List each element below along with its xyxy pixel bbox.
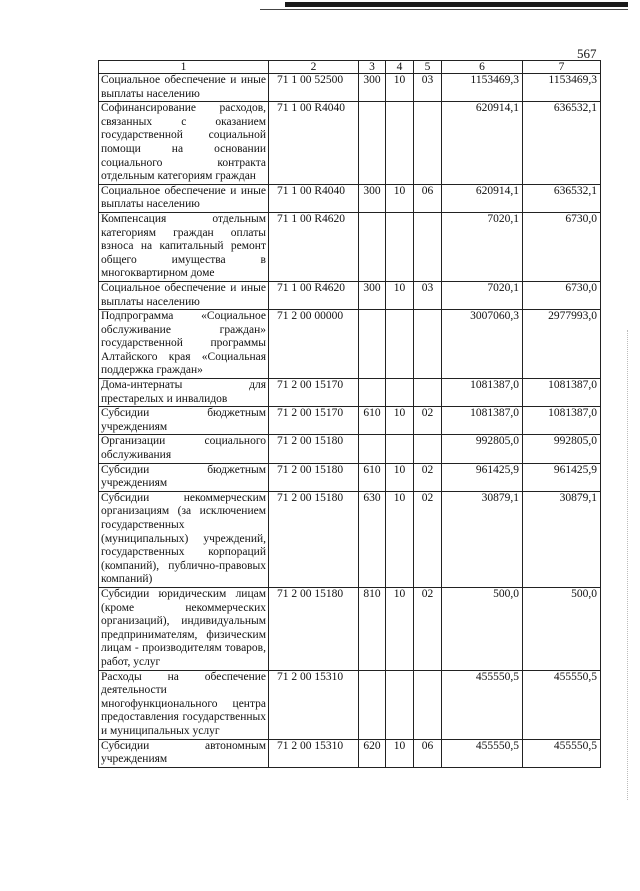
row-code-cell: 71 2 00 15180 bbox=[269, 587, 359, 670]
row-value7-cell: 6730,0 bbox=[523, 281, 601, 309]
row-col4-cell bbox=[386, 435, 414, 463]
table-row bbox=[99, 212, 601, 281]
header-col-6: 6 bbox=[442, 61, 523, 74]
row-name-cell: Субсидии бюджетным учреждениям bbox=[99, 463, 269, 491]
row-name-cell: Расходы на обеспечение деятельности многофункционального центра предоставления государственных и муниципальных услуг bbox=[99, 670, 269, 739]
row-col3-cell bbox=[359, 310, 386, 379]
table-row bbox=[99, 310, 601, 379]
row-value7-cell: 992805,0 bbox=[523, 435, 601, 463]
table-row bbox=[99, 74, 601, 102]
row-name-cell: Социальное обеспечение и иные выплаты населению bbox=[99, 74, 269, 102]
table-header-row bbox=[99, 61, 601, 74]
row-col3-cell bbox=[359, 102, 386, 185]
row-value6-cell: 30879,1 bbox=[442, 491, 523, 587]
row-value6-cell: 620914,1 bbox=[442, 102, 523, 185]
row-code-cell: 71 1 00 R4620 bbox=[269, 212, 359, 281]
header-col-1: 1 bbox=[99, 61, 269, 74]
row-col3-cell: 300 bbox=[359, 184, 386, 212]
row-col4-cell: 10 bbox=[386, 74, 414, 102]
table-row bbox=[99, 739, 601, 767]
row-col4-cell bbox=[386, 212, 414, 281]
row-code-cell: 71 1 00 R4620 bbox=[269, 281, 359, 309]
row-name-cell: Субсидии некоммерческим организациям (за исключением государственных (муниципальных) учреждений, государственных корпораций (компаний), публично-правовых компаний) bbox=[99, 491, 269, 587]
margin-scan-artifact bbox=[627, 330, 629, 800]
row-code-cell: 71 2 00 00000 bbox=[269, 310, 359, 379]
row-value7-cell: 455550,5 bbox=[523, 739, 601, 767]
row-col4-cell bbox=[386, 670, 414, 739]
row-col3-cell: 610 bbox=[359, 463, 386, 491]
row-col5-cell bbox=[414, 102, 442, 185]
row-value6-cell: 455550,5 bbox=[442, 670, 523, 739]
table-row bbox=[99, 184, 601, 212]
row-col3-cell bbox=[359, 435, 386, 463]
row-col4-cell bbox=[386, 310, 414, 379]
row-value7-cell: 500,0 bbox=[523, 587, 601, 670]
row-name-cell: Компенсация отдельным категориям граждан оплаты взноса на капитальный ремонт общего имущества в многоквартирном доме bbox=[99, 212, 269, 281]
row-col3-cell: 620 bbox=[359, 739, 386, 767]
table-row bbox=[99, 435, 601, 463]
row-col3-cell bbox=[359, 379, 386, 407]
row-value6-cell: 455550,5 bbox=[442, 739, 523, 767]
row-col5-cell: 03 bbox=[414, 281, 442, 309]
page-number: 567 bbox=[577, 46, 597, 61]
row-col4-cell: 10 bbox=[386, 491, 414, 587]
top-border-line bbox=[285, 2, 628, 7]
row-col5-cell: 03 bbox=[414, 74, 442, 102]
top-thin-line bbox=[260, 9, 628, 10]
row-code-cell: 71 2 00 15180 bbox=[269, 491, 359, 587]
row-value7-cell: 1081387,0 bbox=[523, 407, 601, 435]
table-row bbox=[99, 407, 601, 435]
row-col3-cell bbox=[359, 212, 386, 281]
row-value7-cell: 636532,1 bbox=[523, 102, 601, 185]
row-name-cell: Организации социального обслуживания bbox=[99, 435, 269, 463]
header-col-7: 7 bbox=[523, 61, 601, 74]
row-value7-cell: 1081387,0 bbox=[523, 379, 601, 407]
row-col4-cell bbox=[386, 102, 414, 185]
row-code-cell: 71 2 00 15180 bbox=[269, 463, 359, 491]
row-col4-cell: 10 bbox=[386, 463, 414, 491]
row-code-cell: 71 1 00 R4040 bbox=[269, 184, 359, 212]
row-col5-cell: 02 bbox=[414, 491, 442, 587]
header-col-3: 3 bbox=[359, 61, 386, 74]
row-col3-cell: 610 bbox=[359, 407, 386, 435]
row-value7-cell: 636532,1 bbox=[523, 184, 601, 212]
row-value6-cell: 7020,1 bbox=[442, 281, 523, 309]
row-col3-cell: 300 bbox=[359, 74, 386, 102]
row-name-cell: Софинансирование расходов, связанных с оказанием государственной социальной помощи на основании социального контракта отдельным категориям граждан bbox=[99, 102, 269, 185]
row-col3-cell: 810 bbox=[359, 587, 386, 670]
table-row bbox=[99, 281, 601, 309]
row-code-cell: 71 2 00 15180 bbox=[269, 435, 359, 463]
table-row bbox=[99, 379, 601, 407]
table-row bbox=[99, 102, 601, 185]
row-code-cell: 71 2 00 15170 bbox=[269, 407, 359, 435]
row-col4-cell: 10 bbox=[386, 184, 414, 212]
row-value6-cell: 1153469,3 bbox=[442, 74, 523, 102]
header-col-2: 2 bbox=[269, 61, 359, 74]
row-value7-cell: 1153469,3 bbox=[523, 74, 601, 102]
row-col4-cell: 10 bbox=[386, 281, 414, 309]
row-value6-cell: 3007060,3 bbox=[442, 310, 523, 379]
row-name-cell: Подпрограмма «Социальное обслуживание граждан» государственной программы Алтайского края «Социальная поддержка граждан» bbox=[99, 310, 269, 379]
row-col4-cell: 10 bbox=[386, 587, 414, 670]
row-name-cell: Социальное обеспечение и иные выплаты населению bbox=[99, 281, 269, 309]
row-name-cell: Дома-интернаты для престарелых и инвалидов bbox=[99, 379, 269, 407]
row-col3-cell: 300 bbox=[359, 281, 386, 309]
row-col4-cell: 10 bbox=[386, 407, 414, 435]
row-name-cell: Субсидии бюджетным учреждениям bbox=[99, 407, 269, 435]
row-value6-cell: 1081387,0 bbox=[442, 379, 523, 407]
header-col-5: 5 bbox=[414, 61, 442, 74]
row-name-cell: Субсидии автономным учреждениям bbox=[99, 739, 269, 767]
row-name-cell: Субсидии юридическим лицам (кроме некоммерческих организаций), индивидуальным предпринимателям, физическим лицам - производителям товаров, работ, услуг bbox=[99, 587, 269, 670]
row-col5-cell: 06 bbox=[414, 739, 442, 767]
row-col5-cell bbox=[414, 670, 442, 739]
row-col5-cell: 02 bbox=[414, 407, 442, 435]
row-value7-cell: 6730,0 bbox=[523, 212, 601, 281]
row-col5-cell: 02 bbox=[414, 587, 442, 670]
row-code-cell: 71 2 00 15310 bbox=[269, 670, 359, 739]
row-col3-cell: 630 bbox=[359, 491, 386, 587]
row-value6-cell: 1081387,0 bbox=[442, 407, 523, 435]
table-row bbox=[99, 491, 601, 587]
row-value6-cell: 992805,0 bbox=[442, 435, 523, 463]
row-code-cell: 71 1 00 52500 bbox=[269, 74, 359, 102]
row-value6-cell: 620914,1 bbox=[442, 184, 523, 212]
row-value6-cell: 7020,1 bbox=[442, 212, 523, 281]
table-row bbox=[99, 587, 601, 670]
row-col5-cell bbox=[414, 212, 442, 281]
row-value6-cell: 500,0 bbox=[442, 587, 523, 670]
row-col5-cell bbox=[414, 379, 442, 407]
row-value7-cell: 455550,5 bbox=[523, 670, 601, 739]
row-col4-cell bbox=[386, 379, 414, 407]
row-value7-cell: 961425,9 bbox=[523, 463, 601, 491]
row-value6-cell: 961425,9 bbox=[442, 463, 523, 491]
header-col-4: 4 bbox=[386, 61, 414, 74]
row-col4-cell: 10 bbox=[386, 739, 414, 767]
row-col5-cell: 02 bbox=[414, 463, 442, 491]
row-col5-cell: 06 bbox=[414, 184, 442, 212]
row-value7-cell: 30879,1 bbox=[523, 491, 601, 587]
row-col5-cell bbox=[414, 435, 442, 463]
row-name-cell: Социальное обеспечение и иные выплаты населению bbox=[99, 184, 269, 212]
row-code-cell: 71 2 00 15170 bbox=[269, 379, 359, 407]
row-code-cell: 71 1 00 R4040 bbox=[269, 102, 359, 185]
table-row bbox=[99, 670, 601, 739]
row-value7-cell: 2977993,0 bbox=[523, 310, 601, 379]
row-col5-cell bbox=[414, 310, 442, 379]
row-col3-cell bbox=[359, 670, 386, 739]
budget-table bbox=[98, 60, 601, 768]
row-code-cell: 71 2 00 15310 bbox=[269, 739, 359, 767]
table-row bbox=[99, 463, 601, 491]
